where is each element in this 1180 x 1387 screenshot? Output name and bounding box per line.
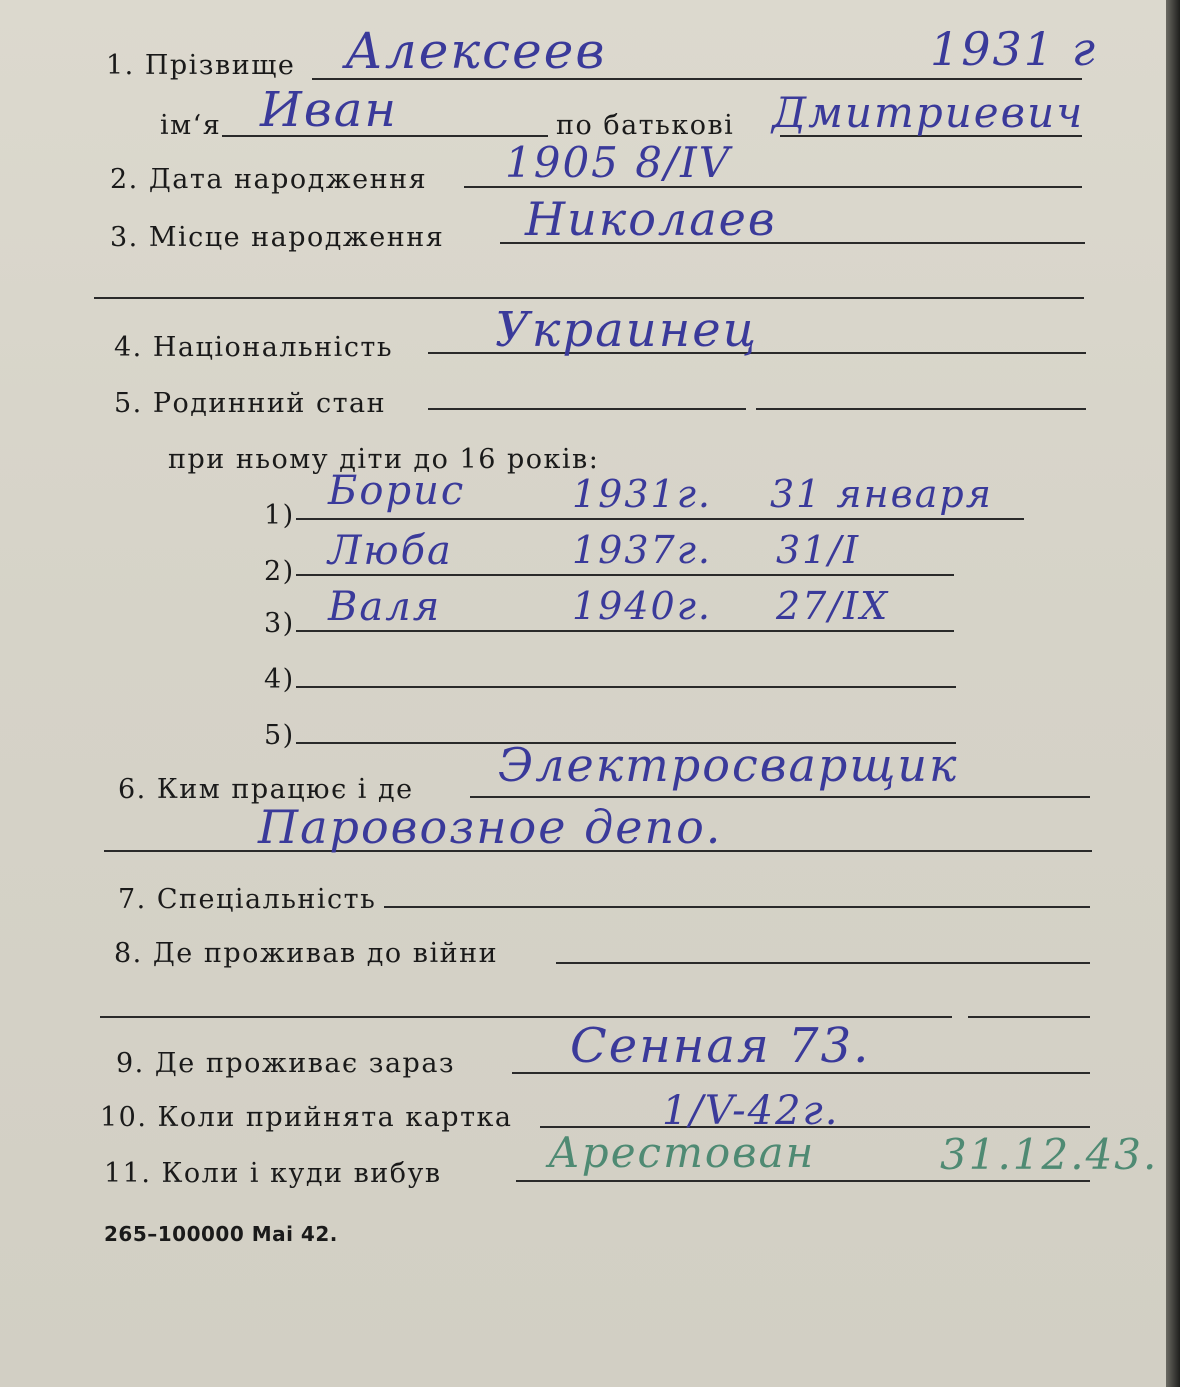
child-3-year: 1940г. xyxy=(572,584,712,628)
dob-value: 1905 8/IV xyxy=(505,138,732,187)
pob-label: 3. Місце народження xyxy=(110,222,445,253)
child-1-date: 31 января xyxy=(770,472,993,516)
card-date-label: 10. Коли прийнята картка xyxy=(100,1102,513,1133)
child-2-date: 31/I xyxy=(776,528,861,572)
card-date-value: 1/V-42г. xyxy=(662,1088,840,1134)
child-3-date: 27/IX xyxy=(776,584,890,628)
specialty-label: 7. Спеціальність xyxy=(118,884,377,915)
surname-value: Алексеев xyxy=(345,22,607,80)
child-line-3 xyxy=(296,630,954,632)
dob-label: 2. Дата народження xyxy=(110,164,428,195)
child-num-4: 4) xyxy=(264,664,295,695)
pob-line-2 xyxy=(94,297,1084,299)
child-2-name: Люба xyxy=(328,528,453,574)
children-label: при ньому діти до 16 років: xyxy=(168,444,600,475)
child-line-4 xyxy=(296,686,956,688)
work-value-2: Паровозное депо. xyxy=(258,800,723,854)
left-date-value: 31.12.43. xyxy=(940,1130,1159,1179)
family-line-a xyxy=(428,408,746,410)
pob-value: Николаев xyxy=(525,192,777,246)
family-label: 5. Родинний стан xyxy=(114,388,387,419)
child-1-name: Борис xyxy=(328,468,466,514)
patronymic-label: по батькові xyxy=(556,110,735,141)
nationality-value: Украинец xyxy=(495,302,759,358)
prewar-label: 8. Де проживав до війни xyxy=(114,938,499,969)
patronymic-value: Дмитриевич xyxy=(772,88,1085,137)
child-1-year: 1931г. xyxy=(572,472,712,516)
current-value: Сенная 73. xyxy=(570,1018,871,1074)
specialty-line xyxy=(384,906,1090,908)
family-line-b xyxy=(756,408,1086,410)
left-note-value: Арестован xyxy=(548,1128,816,1177)
child-2-year: 1937г. xyxy=(572,528,712,572)
year-top-value: 1931 г xyxy=(930,22,1097,76)
surname-label: 1. Прізвище xyxy=(106,50,296,81)
current-label: 9. Де проживає зараз xyxy=(116,1048,456,1079)
child-3-name: Валя xyxy=(328,584,442,630)
child-num-5: 5) xyxy=(264,720,295,751)
scan-edge xyxy=(1166,0,1180,1387)
name-value: Иван xyxy=(260,82,399,138)
left-line xyxy=(516,1180,1090,1182)
left-label: 11. Коли і куди вибув xyxy=(104,1158,442,1189)
child-num-1: 1) xyxy=(264,500,295,531)
prewar-line-2b xyxy=(968,1016,1090,1018)
work-label: 6. Ким працює і де xyxy=(118,774,414,805)
nationality-label: 4. Національність xyxy=(114,332,394,363)
child-num-2: 2) xyxy=(264,556,295,587)
child-line-1 xyxy=(296,518,1024,520)
child-line-2 xyxy=(296,574,954,576)
printer-imprint: 265–100000 Mai 42. xyxy=(104,1222,338,1246)
name-label: ім‘я xyxy=(160,110,222,141)
prewar-line xyxy=(556,962,1090,964)
child-num-3: 3) xyxy=(264,608,295,639)
work-line xyxy=(470,796,1090,798)
work-value-1: Электросварщик xyxy=(498,738,959,792)
